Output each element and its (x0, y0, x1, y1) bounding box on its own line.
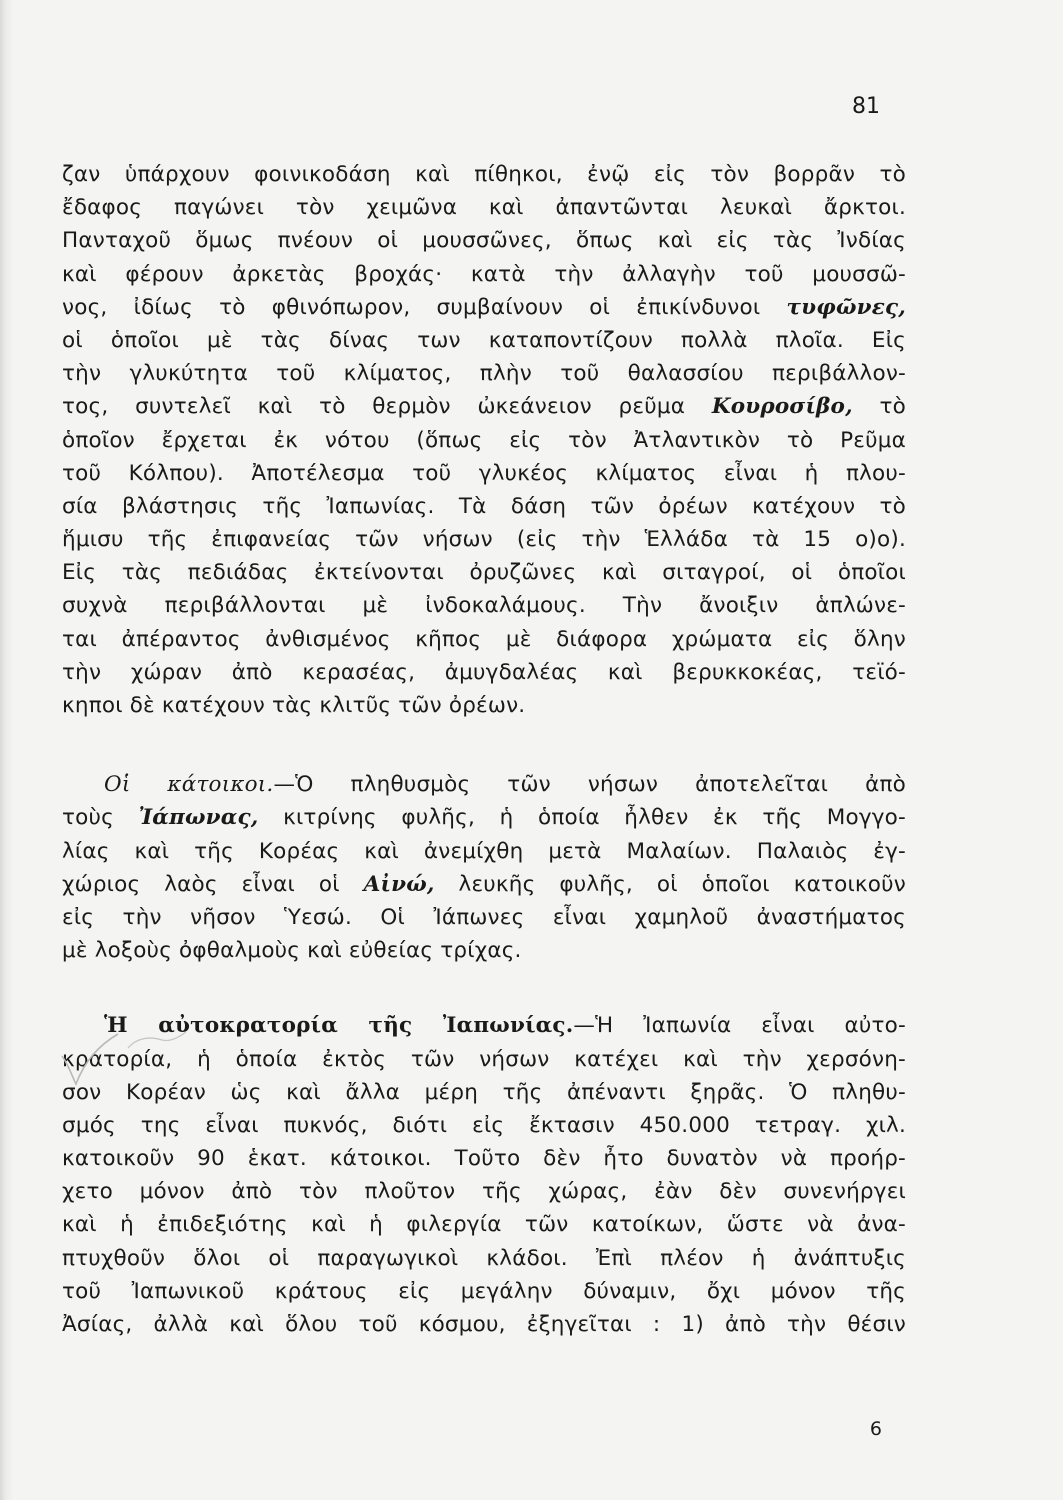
text-line: κατοικοῦν 90 ἑκατ. κάτοικοι. Τοῦτο δὲν ἦτο δυνατὸν νὰ προήρ- (62, 1146, 906, 1172)
text-line: τοῦ Ἰαπωνικοῦ κράτους εἰς μεγάλην δύναμιν, ὄχι μόνον τῆς (62, 1278, 906, 1304)
text-line: κηποι δὲ κατέχουν τὰς κλιτῦς τῶν ὀρέων. (62, 693, 526, 718)
heading-dash: — (273, 772, 296, 798)
paragraph-gap (62, 722, 906, 768)
text-line: συχνὰ περιβάλλονται μὲ ἰνδοκαλάμους. Τὴν ἄνοιξιν ἁπλώνε- (62, 593, 906, 619)
text-line: τὴν χώραν ἀπὸ κερασέας, ἀμυγδαλέας καὶ βερυκκοκέας, τεϊό- (62, 659, 906, 685)
term-ainu: Αἰνώ, (363, 871, 435, 897)
pencil-check-icon (58, 1018, 198, 1098)
text-segment: κιτρίνης φυλῆς, ἡ ὁποία ἦλθεν ἐκ τῆς Μογγο- (258, 805, 906, 831)
text-segment: τὸ (852, 394, 906, 420)
page-number: 81 (852, 94, 880, 119)
text-line: Πανταχοῦ ὅμως πνέουν οἱ μουσσῶνες, ὅπως καὶ εἰς τὰς Ἰνδίας (62, 228, 906, 254)
text-line: ἥμισυ τῆς ἐπιφανείας τῶν νήσων (εἰς τὴν Ἑλλάδα τὰ 15 ο)ο). (62, 527, 906, 553)
text-line: σία βλάστησις τῆς Ἰαπωνίας. Τὰ δάση τῶν ὀρέων κατέχουν τὸ (62, 493, 906, 519)
term-japanese: Ἰάπωνας, (138, 805, 259, 831)
text-line: ται ἀπέραντος ἀνθισμένος κῆπος μὲ διάφορα χρώματα εἰς ὅλην (62, 626, 906, 652)
text-line: χετο μόνον ἀπὸ τὸν πλοῦτον τῆς χώρας, ἐὰν δὲν συνενήργει (62, 1179, 906, 1205)
pencil-mark (58, 1018, 198, 1098)
text-line: οἱ ὁποῖοι μὲ τὰς δίνας των καταποντίζουν πολλὰ πλοῖα. Εἰς (62, 327, 906, 353)
term-typhoons: τυφῶνες, (786, 294, 906, 320)
text-line: καὶ φέρουν ἀρκετὰς βροχάς· κατὰ τὴν ἀλλαγὴν τοῦ μουσσῶ- (62, 261, 906, 287)
signature-number: 6 (869, 1418, 882, 1440)
text-line: Ἀσίας, ἀλλὰ καὶ ὅλου τοῦ κόσμου, ἐξηγεῖται : 1) ἀπὸ τὴν θέσιν (62, 1312, 906, 1337)
text-line: λίας καὶ τῆς Κορέας καὶ ἀνεμίχθη μετὰ Μαλαίων. Παλαιὸς ἐγ- (62, 838, 906, 864)
text-line: ὁποῖον ἔρχεται ἐκ νότου (ὅπως εἰς τὸν Ἀτλαντικὸν τὸ Ρεῦμα (62, 427, 906, 453)
paragraph-climate (62, 158, 906, 722)
paragraph-inhabitants (62, 768, 906, 967)
text-segment: τος, συντελεῖ καὶ τὸ θερμὸν ὠκεάνειον ρεῦμα (62, 394, 686, 420)
text-line: Εἰς τὰς πεδιάδας ἐκτείνονται ὀρυζῶνες καὶ σιταγροί, οἱ ὁποῖοι (62, 560, 906, 586)
text-line: σμός της εἶναι πυκνός, διότι εἰς ἔκτασιν 450.000 τετραγ. χιλ. (62, 1112, 906, 1138)
text-line: μὲ λοξοὺς ὀφθαλμοὺς καὶ εὐθείας τρίχας. (62, 938, 522, 964)
text-line: τοῦ Κόλπου). Ἀποτέλεσμα τοῦ γλυκέος κλίματος εἶναι ἡ πλου- (62, 460, 906, 486)
text-line (62, 768, 906, 801)
text-line: ζαν ὑπάρχουν φοινικοδάση καὶ πίθηκοι, ἐνῷ εἰς τὸν βορρᾶν τὸ (62, 162, 906, 187)
section-heading-inhabitants: Οἱ κάτοικοι. (104, 772, 274, 798)
text-line: πτυχθοῦν ὅλοι οἱ παραγωγικοὶ κλάδοι. Ἐπὶ πλέον ἡ ἀνάπτυξις (62, 1245, 906, 1271)
section-heading-empire: Ἡ αὐτοκρατορία τῆς Ἰαπωνίας. (104, 1013, 574, 1039)
text-segment: τοὺς (62, 805, 139, 831)
text-line (62, 390, 906, 423)
text-line: σον Κορέαν ὡς καὶ ἄλλα μέρη τῆς ἀπέναντι ξηρᾶς. Ὁ πληθυ- (62, 1079, 906, 1105)
text-segment: νος, ἰδίως τὸ φθινόπωρον, συμβαίνουν οἱ ἐπικίνδυνοι (62, 294, 761, 320)
heading-dash: — (573, 1013, 596, 1039)
text-line (62, 801, 906, 834)
text-line: εἰς τὴν νῆσον Ὑεσώ. Οἱ Ἰάπωνες εἶναι χαμηλοῦ ἀναστήματος (62, 904, 906, 930)
text-line: κρατορία, ἡ ὁποία ἐκτὸς τῶν νήσων κατέχει καὶ τὴν χερσόνη- (62, 1046, 906, 1072)
text-segment: Ἡ Ἰαπωνία εἶναι αὐτο- (595, 1013, 906, 1039)
text-line: ἔδαφος παγώνει τὸν χειμῶνα καὶ ἀπαντῶνται λευκαὶ ἄρκτοι. (62, 195, 906, 221)
text-line (62, 868, 906, 901)
text-line: τὴν γλυκύτητα τοῦ κλίματος, πλὴν τοῦ θαλασσίου περιβάλλον- (62, 361, 906, 387)
page-body (62, 158, 906, 1341)
text-line: καὶ ἡ ἐπιδεξιότης καὶ ἡ φιλεργία τῶν κατοίκων, ὥστε νὰ ἀνα- (62, 1212, 906, 1238)
term-kuroshio: Κουροσίβο, (711, 394, 853, 420)
text-segment: Ὁ πληθυσμὸς τῶν νήσων ἀποτελεῖται ἀπὸ (295, 772, 906, 798)
text-segment: χώριος λαὸς εἶναι οἱ (62, 871, 364, 897)
paragraph-gap (62, 967, 906, 1009)
text-segment: λευκῆς φυλῆς, οἱ ὁποῖοι κατοικοῦν (434, 871, 906, 897)
text-line (62, 291, 906, 324)
